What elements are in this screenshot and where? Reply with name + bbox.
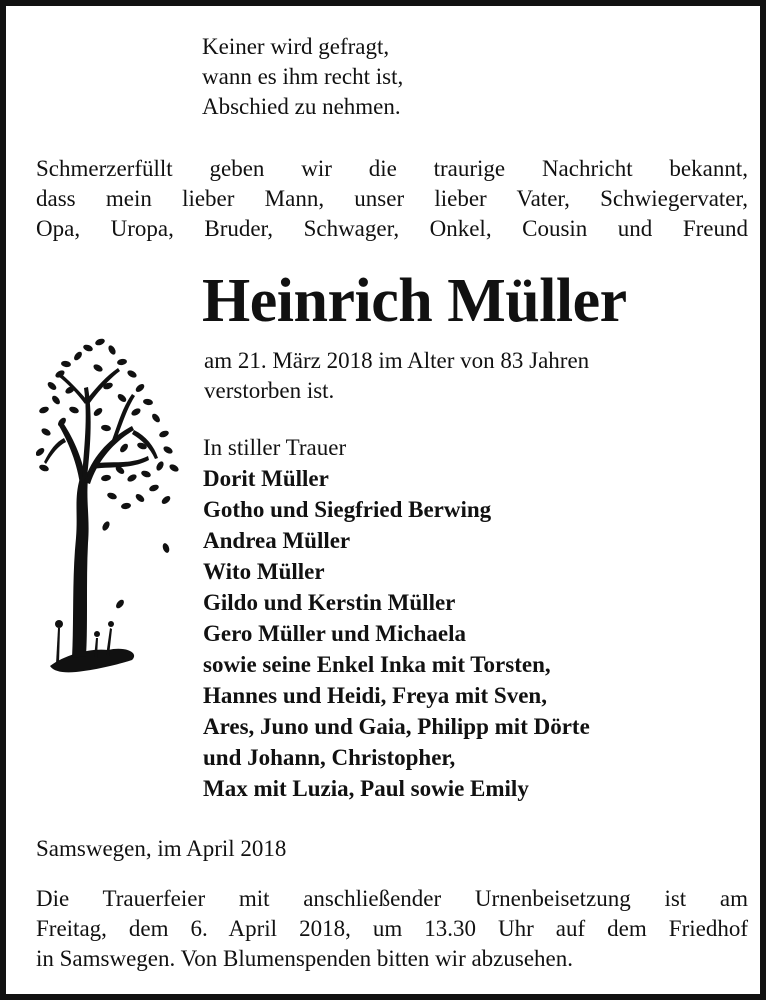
quote-line: Abschied zu nehmen. xyxy=(202,94,401,119)
mourner-line: Hannes und Heidi, Freya mit Sven, xyxy=(203,683,547,708)
death-line: verstorben ist. xyxy=(204,378,335,403)
mourner-line: Ares, Juno und Gaia, Philipp mit Dörte xyxy=(203,714,590,739)
tree-silhouette-icon xyxy=(36,328,186,678)
announcement-line: Schmerzerfüllt geben wir die traurige Nachricht bekannt, xyxy=(36,156,748,181)
deceased-name: Heinrich Müller xyxy=(202,267,627,335)
mourner-line: Max mit Luzia, Paul sowie Emily xyxy=(203,776,529,801)
mourner-line: Andrea Müller xyxy=(203,528,351,553)
mourner-line: Gotho und Siegfried Berwing xyxy=(203,497,492,522)
mourner-line: Wito Müller xyxy=(203,559,325,584)
mourning-intro: In stiller Trauer xyxy=(203,435,347,460)
mourner-line: Gero Müller und Michaela xyxy=(203,621,466,646)
announcement-line: dass mein lieber Mann, unser lieber Vater, Schwiegervater, xyxy=(36,186,748,211)
quote-block xyxy=(202,32,403,122)
death-statement xyxy=(204,346,589,406)
announcement-line: Opa, Uropa, Bruder, Schwager, Onkel, Cousin und Freund xyxy=(36,216,748,241)
mourner-line: sowie seine Enkel Inka mit Torsten, xyxy=(203,652,551,677)
funeral-line: Die Trauerfeier mit anschließender Urnenbeisetzung ist am xyxy=(36,886,748,911)
death-line: am 21. März 2018 im Alter von 83 Jahren xyxy=(204,348,590,373)
quote-line: Keiner wird gefragt, xyxy=(202,34,390,59)
mourners-list xyxy=(203,432,590,804)
quote-line: wann es ihm recht ist, xyxy=(202,64,404,89)
funeral-details xyxy=(36,884,748,974)
announcement-text xyxy=(36,154,748,244)
funeral-line: in Samswegen. Von Blumenspenden bitten wir abzusehen. xyxy=(36,946,574,971)
mourner-line: Dorit Müller xyxy=(203,466,329,491)
mourner-line: Gildo und Kerstin Müller xyxy=(203,590,456,615)
place-date: Samswegen, im April 2018 xyxy=(36,836,287,861)
mourner-line: und Johann, Christopher, xyxy=(203,745,456,770)
funeral-line: Freitag, dem 6. April 2018, um 13.30 Uhr auf dem Friedhof xyxy=(36,916,748,941)
